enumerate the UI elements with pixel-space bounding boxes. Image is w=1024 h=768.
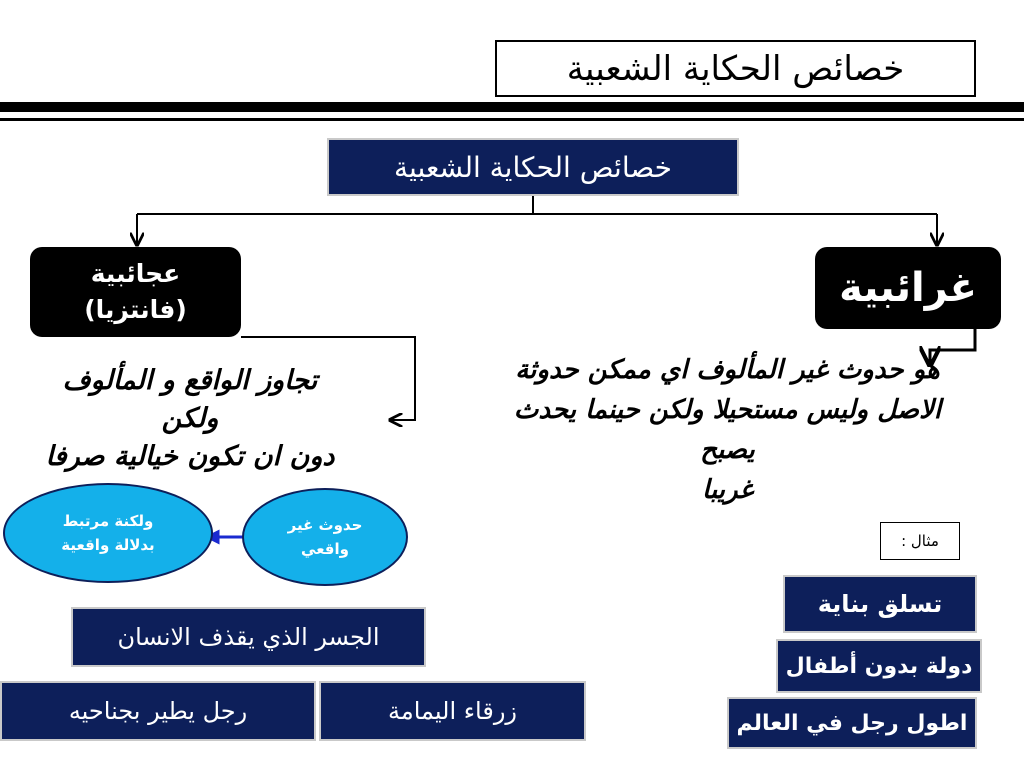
real-meaning-bubble — [3, 483, 213, 583]
strangeness-description-line: الاصل وليس مستحيلا ولكن حينما يحدث يصبح — [513, 395, 942, 465]
right-example-box: دولة بدون أطفال — [776, 639, 982, 693]
fantasy-description — [30, 362, 350, 476]
fantasy-description-line: تجاوز الواقع و المألوف ولكن — [62, 365, 318, 434]
left-example-box: الجسر الذي يقذف الانسان — [71, 607, 426, 667]
left-example-box: رجل يطير بجناحيه — [0, 681, 316, 741]
bubble-text: بدلالة واقعية — [61, 536, 155, 554]
bubble-text: ولكنة مرتبط — [62, 512, 154, 530]
strangeness-description-line: غريبا — [702, 475, 753, 505]
fantasy-sublabel: (فانتزيا) — [84, 295, 187, 324]
fantasy-label: عجائبية — [90, 259, 181, 288]
bubble-text: واقعي — [301, 540, 349, 558]
left-example-box: زرقاء اليمامة — [319, 681, 586, 741]
strangeness-description — [495, 350, 960, 510]
strangeness-description-line: هو حدوث غير المألوف اي ممكن حدوثة — [515, 355, 940, 385]
bubble-text: حدوث غير — [287, 516, 363, 534]
right-example-box: تسلق بناية — [783, 575, 977, 633]
page-title: خصائص الحكاية الشعبية — [495, 40, 976, 97]
example-label: مثال : — [880, 522, 960, 560]
unreal-event-bubble — [242, 488, 408, 586]
strangeness-box: غرائبية — [815, 247, 1001, 329]
fantasy-box — [30, 247, 241, 337]
center-concept-box: خصائص الحكاية الشعبية — [327, 138, 739, 196]
fantasy-description-line: دون ان تكون خيالية صرفا — [45, 441, 335, 472]
right-example-box: اطول رجل في العالم — [727, 697, 977, 749]
